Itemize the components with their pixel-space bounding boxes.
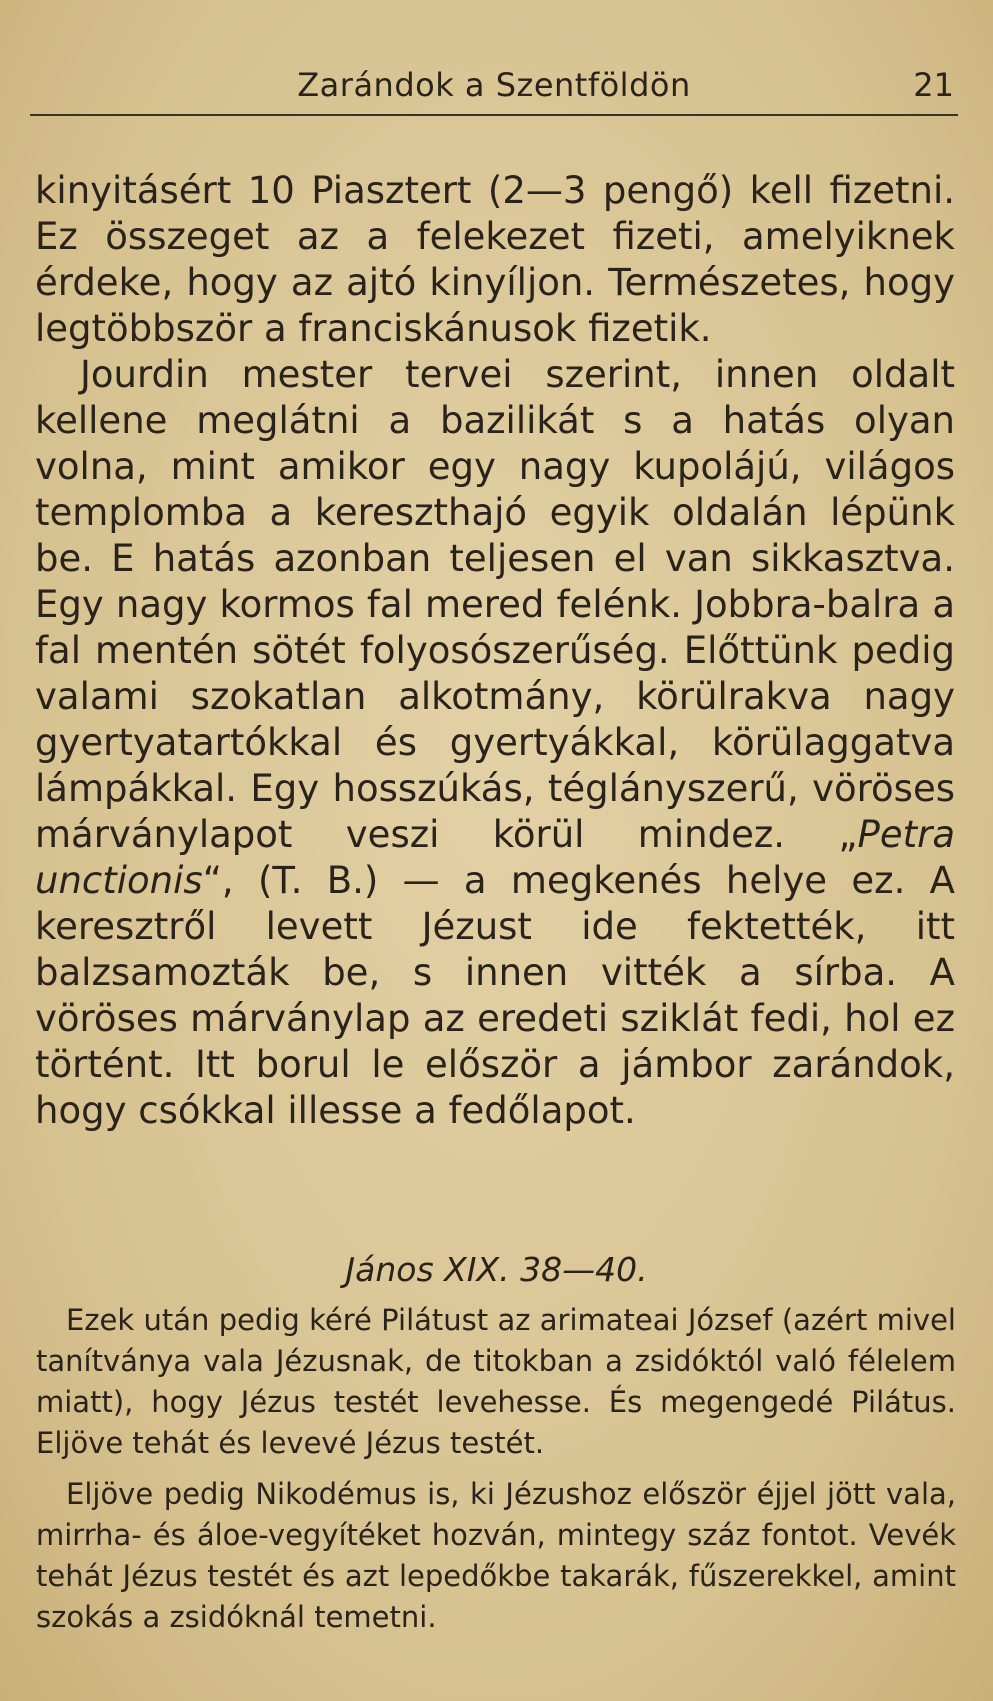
running-title: Zarándok a Szentföldön bbox=[297, 66, 691, 104]
quote-paragraph-2: Eljöve pedig Nikodémus is, ki Jézushoz először éjjel jött vala, mirrha- és áloe-vegyítéket hozván, mintegy száz fontot. Vevék tehát Jézus testét és azt lepedőkbe takarák, fűszerekkel, amint szokás a zsidóknál temetni. bbox=[36, 1477, 956, 1634]
paragraph-1: kinyitásért 10 Piasztert (2—3 pengő) kell fizetni. Ez összeget az a felekezet fizeti, amelyiknek érdeke, hogy az ajtó kinyíljon. Természetes, hogy legtöbbször a franciskánusok fizetik. bbox=[35, 169, 955, 350]
body-text bbox=[35, 168, 955, 1134]
paragraph-2-part-2: “, (T. B.) — a megkenés helye ez. A keresztről levett Jézust ide fektették, itt balzsamozták be, s innen vitték a sírba. A vöröses márványlap az eredeti sziklát fedi, hol ez történt. Itt borul le először a jámbor zarándok, hogy csókkal illesse a fedőlapot. bbox=[35, 859, 955, 1132]
page-header bbox=[30, 64, 958, 116]
bible-quote bbox=[36, 1300, 956, 1638]
paragraph-2 bbox=[35, 352, 955, 1134]
page-number: 21 bbox=[913, 66, 954, 104]
quote-paragraph-1: Ezek után pedig kéré Pilátust az arimateai József (azért mivel tanítványa vala Jézusnak, de titokban a zsidóktól való félelem miatt), hogy Jézus testét levehesse. És megengedé Pilátus. Eljöve tehát és levevé Jézus testét. bbox=[36, 1303, 956, 1460]
latin-term: Petra unctionis bbox=[35, 813, 955, 902]
paragraph-2-part-1: Jourdin mester tervei szerint, innen oldalt kellene meglátni a bazilikát s a hatás olyan volna, mint amikor egy nagy kupolájú, világos templomba a kereszthajó egyik oldalán lépünk be. E hatás azonban teljesen el van sikkasztva. Egy nagy kormos fal mered felénk. Jobbra-balra a fal mentén sötét folyosószerűség. Előttünk pedig valami szokatlan alkotmány, körülrakva nagy gyertyatartókkal és gyertyákkal, körülaggatva lámpákkal. Egy hosszúkás, téglányszerű, vöröses márványlapot veszi körül mindez. „ bbox=[35, 353, 955, 856]
bible-citation: János XIX. 38—40. bbox=[345, 1250, 648, 1289]
